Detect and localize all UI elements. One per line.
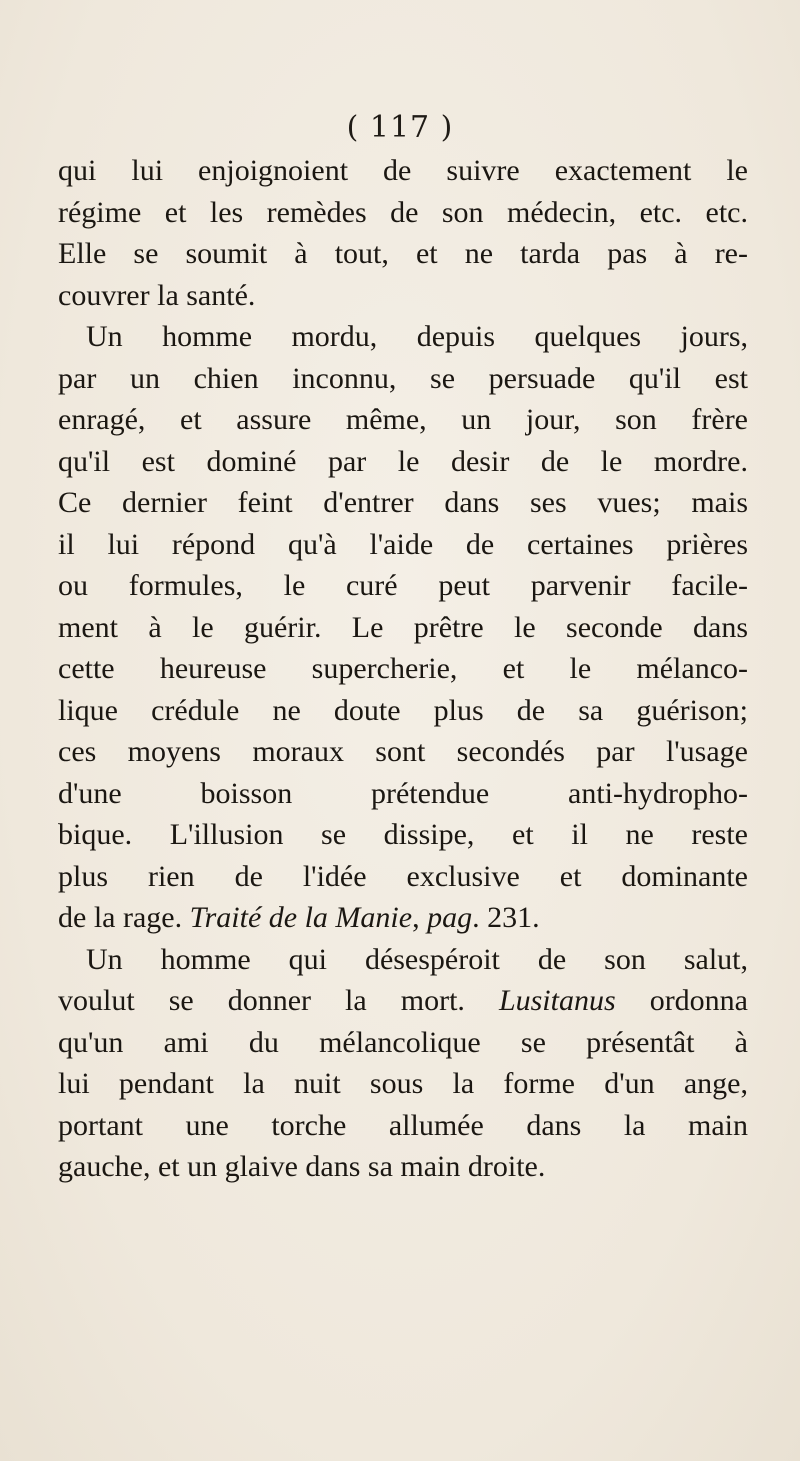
text-line: lique crédule ne doute plus de sa guérison; bbox=[58, 693, 748, 727]
text-line: il lui répond qu'à l'aide de certaines prières bbox=[58, 527, 748, 561]
text-line bbox=[58, 980, 748, 1022]
paragraph-1 bbox=[58, 150, 748, 316]
citation-title: Traité de la Manie bbox=[189, 901, 413, 934]
citation-separator: , bbox=[412, 901, 428, 934]
text-line: qu'il est dominé par le desir de le mordre. bbox=[58, 444, 748, 478]
text-line: plus rien de l'idée exclusive et dominante bbox=[58, 859, 748, 893]
citation-page-number: . 231. bbox=[472, 901, 540, 934]
text-line: bique. L'illusion se dissipe, et il ne reste bbox=[58, 818, 748, 851]
text-segment: voulut se donner la mort. bbox=[58, 984, 499, 1017]
text-line: Un homme qui désespéroit de son salut, bbox=[86, 942, 748, 976]
text-segment: ordonna bbox=[615, 984, 748, 1017]
text-line: gauche, et un glaive dans sa main droite. bbox=[58, 1150, 546, 1183]
author-name: Lusitanus bbox=[498, 984, 616, 1017]
text-line: qu'un ami du mélancolique se présentât à bbox=[58, 1025, 748, 1059]
text-line: ces moyens moraux sont secondés par l'usage bbox=[58, 735, 748, 768]
citation-line bbox=[58, 897, 748, 939]
citation-page-abbrev: pag bbox=[427, 901, 473, 934]
text-line: régime et les remèdes de son médecin, etc. etc. bbox=[58, 195, 748, 229]
text-line: d'une boisson prétendue anti-hydropho- bbox=[58, 776, 748, 810]
paragraph-3 bbox=[58, 939, 748, 1188]
text-line: ou formules, le curé peut parvenir facile- bbox=[58, 569, 748, 602]
text-line: couvrer la santé. bbox=[58, 278, 256, 312]
text-line: cette heureuse supercherie, et le mélanco- bbox=[58, 652, 748, 685]
page-number: ( 117 ) bbox=[346, 110, 454, 145]
text-line: par un chien inconnu, se persuade qu'il est bbox=[58, 361, 748, 395]
text-line: Un homme mordu, depuis quelques jours, bbox=[86, 320, 748, 353]
text-line: enragé, et assure même, un jour, son frère bbox=[58, 403, 748, 436]
text-line: Elle se soumit à tout, et ne tarda pas à re- bbox=[58, 237, 748, 270]
text-line: Ce dernier feint d'entrer dans ses vues; mais bbox=[58, 486, 748, 519]
text-line: lui pendant la nuit sous la forme d'un ange, bbox=[58, 1067, 748, 1100]
body-text bbox=[58, 150, 748, 1188]
paragraph-2 bbox=[58, 316, 748, 939]
text-line: qui lui enjoignoient de suivre exactement le bbox=[58, 154, 748, 187]
text-line: ment à le guérir. Le prêtre le seconde dans bbox=[58, 610, 748, 644]
text-line: portant une torche allumée dans la main bbox=[58, 1108, 748, 1142]
citation-text: de la rage. bbox=[58, 901, 190, 934]
